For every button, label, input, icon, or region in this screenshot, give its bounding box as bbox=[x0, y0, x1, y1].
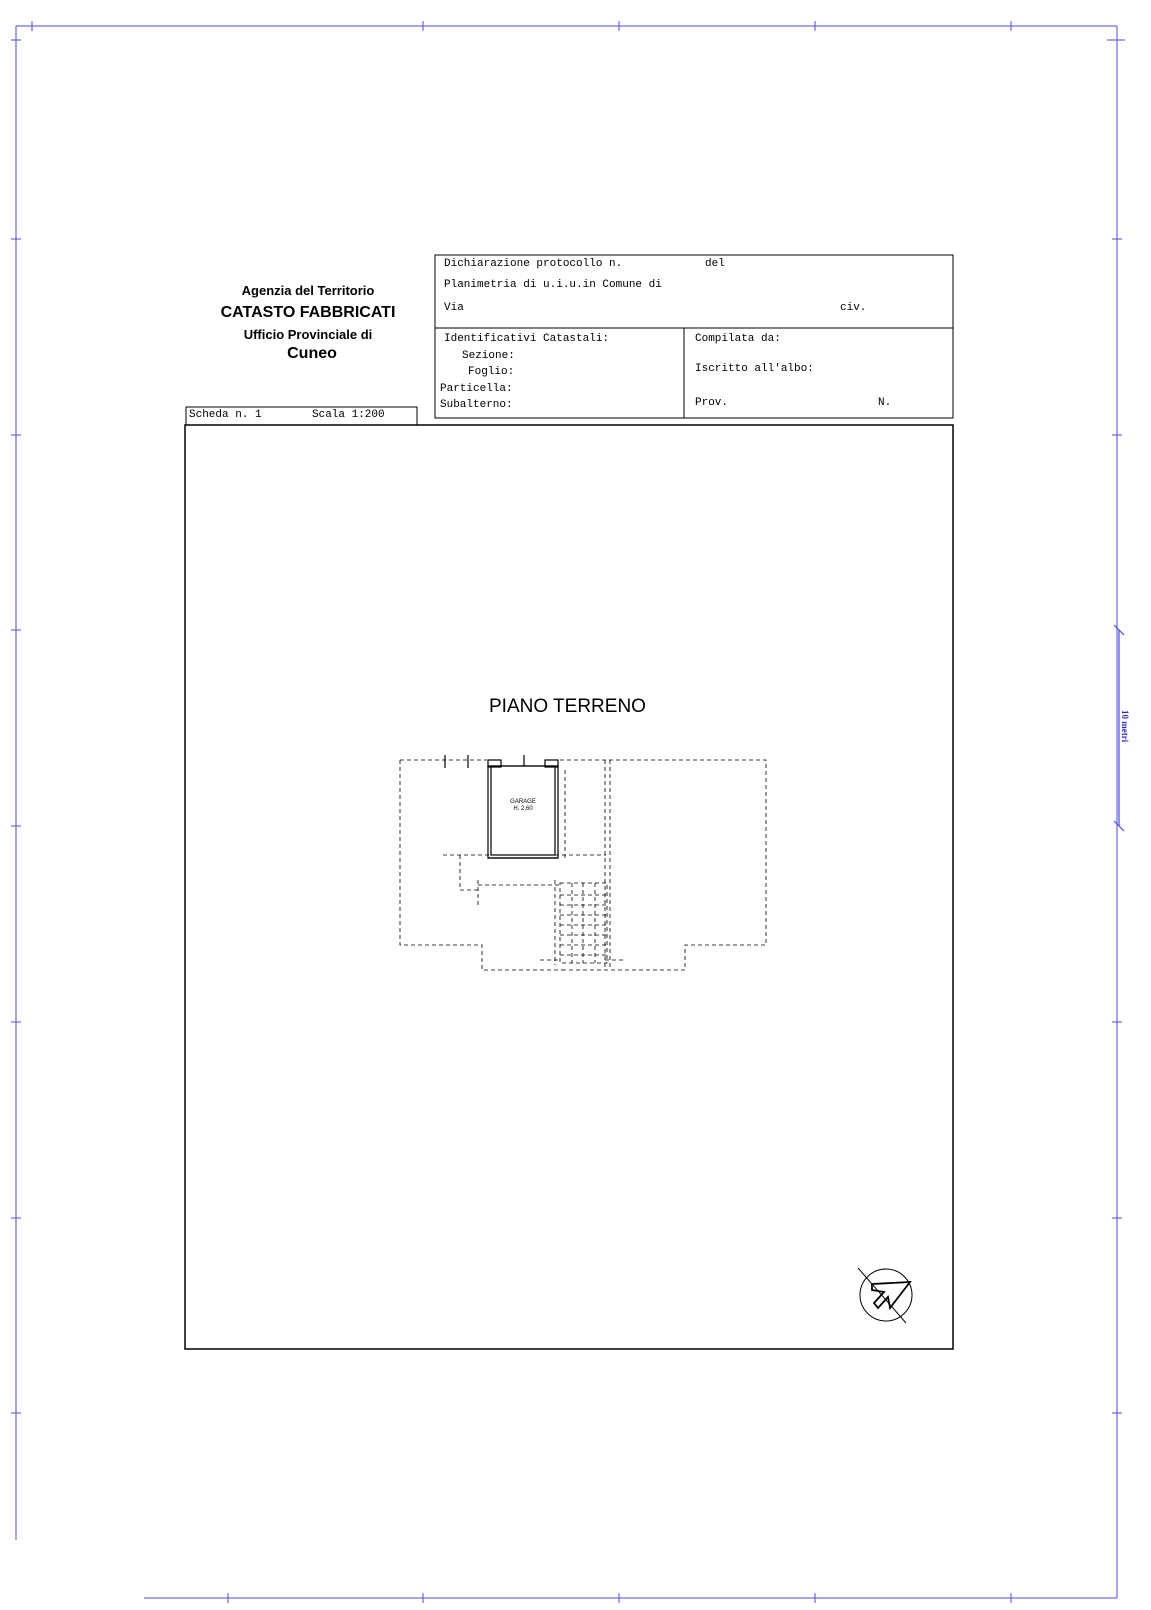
compilata-n: N. bbox=[878, 397, 892, 409]
header-civ: civ. bbox=[840, 302, 867, 314]
agency-line2: CATASTO FABBRICATI bbox=[220, 304, 396, 321]
north-arrow-icon bbox=[858, 1268, 912, 1323]
identificativi-foglio: Foglio: bbox=[468, 366, 515, 378]
garage-height: H. 2,60 bbox=[513, 806, 533, 812]
identificativi-title: Identificativi Catastali: bbox=[444, 333, 610, 345]
agency-line1: Agenzia del Territorio bbox=[241, 283, 375, 298]
header-dichiarazione: Dichiarazione protocollo n. bbox=[444, 258, 623, 270]
header-planimetria: Planimetria di u.i.u.in Comune di bbox=[444, 279, 662, 291]
floor-plan bbox=[400, 755, 766, 970]
scheda-number: Scheda n. 1 bbox=[189, 409, 262, 421]
header-del: del bbox=[705, 258, 725, 270]
scale-bar-label: 10 metri bbox=[1120, 710, 1130, 743]
compilata-title: Compilata da: bbox=[695, 333, 781, 345]
garage-label: GARAGE bbox=[510, 799, 536, 805]
header-via: Via bbox=[444, 302, 464, 314]
agency-line4: Cuneo bbox=[287, 345, 337, 362]
compilata-iscritto: Iscritto all'albo: bbox=[695, 363, 814, 375]
identificativi-subalterno: Subalterno: bbox=[440, 399, 513, 411]
drawing-frame bbox=[185, 425, 953, 1349]
compilata-prov: Prov. bbox=[695, 397, 729, 409]
scheda-scala: Scala 1:200 bbox=[312, 409, 385, 421]
floor-title: PIANO TERRENO bbox=[489, 696, 646, 717]
identificativi-sezione: Sezione: bbox=[462, 350, 515, 362]
identificativi-particella: Particella: bbox=[440, 383, 513, 395]
agency-line3: Ufficio Provinciale di bbox=[243, 327, 373, 342]
